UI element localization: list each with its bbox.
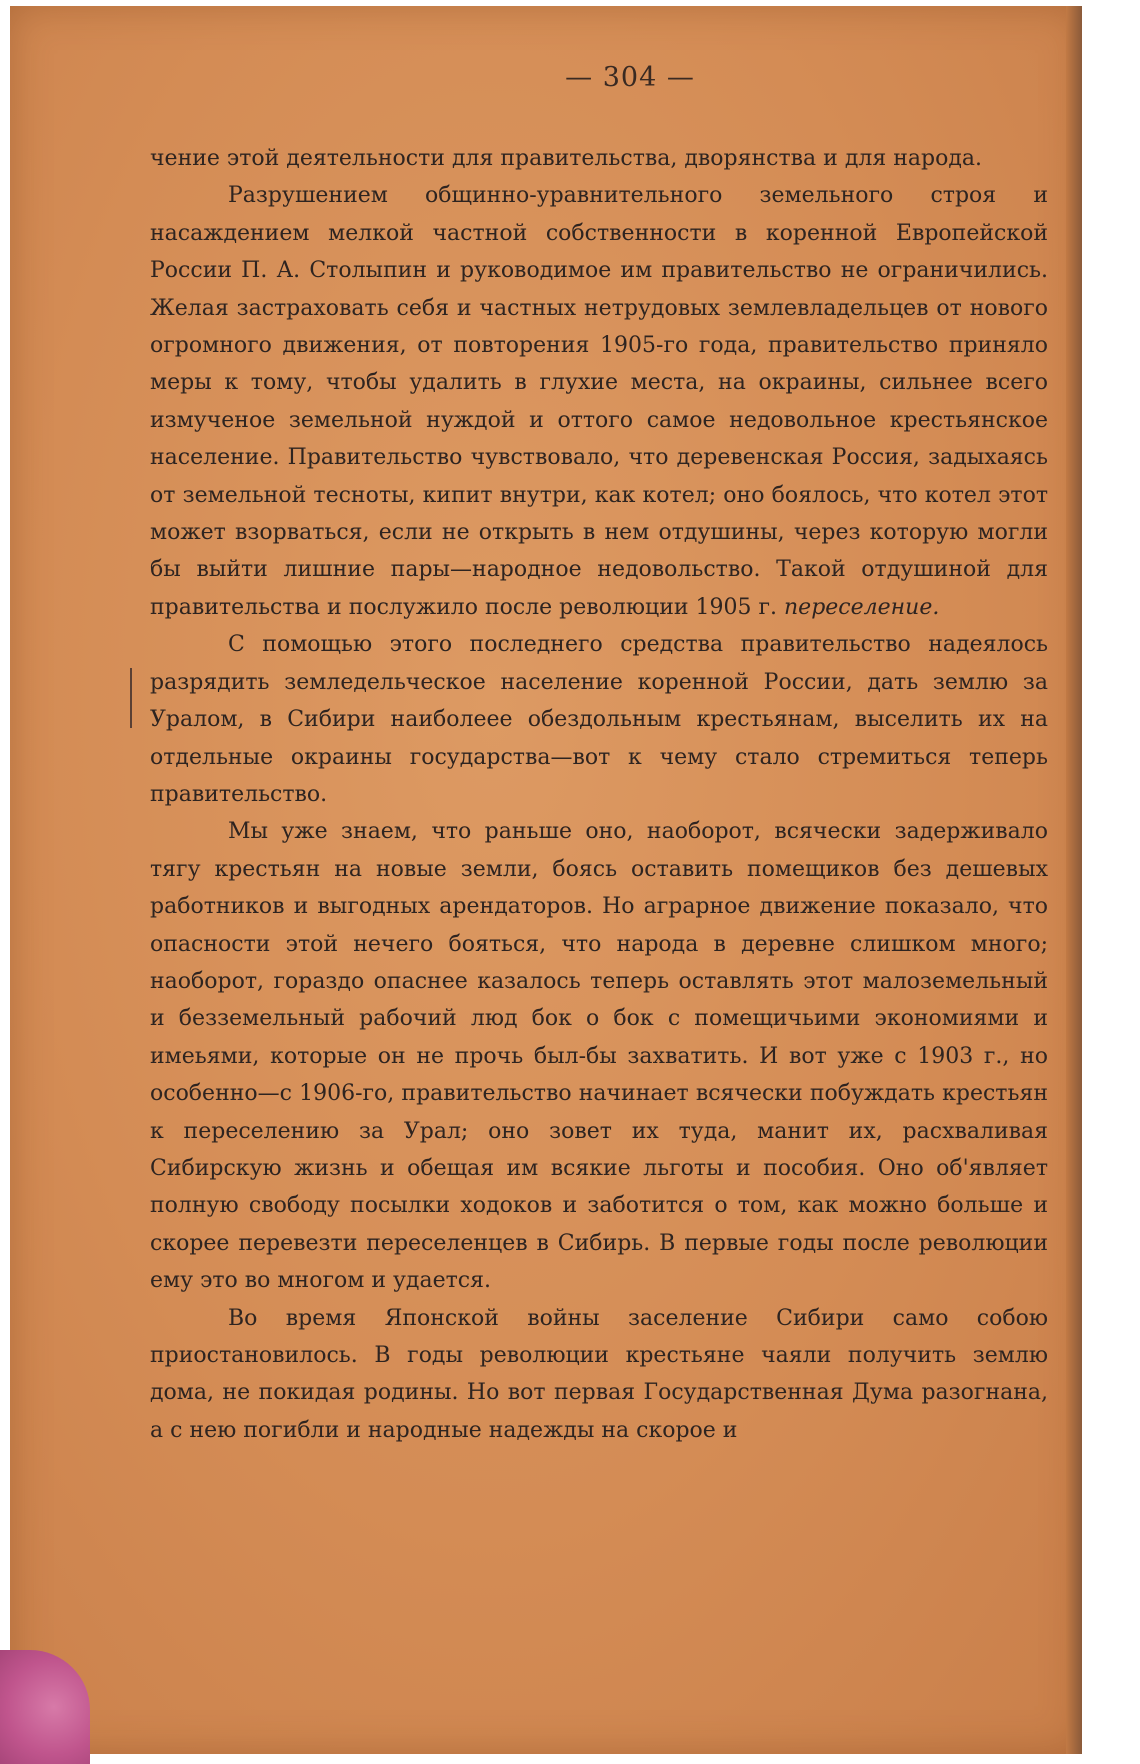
paragraph-continuation bbox=[150, 140, 1048, 177]
paragraph-text: С помощью этого последнего средства правительство надеялось разрядить земледельческое население коренной России, дать землю за Уралом, в Сибири наиболеее обездольным крестьянам, выселить их на отдельные окраины государства—вот к чему стало стремиться теперь правительство. bbox=[150, 632, 1048, 807]
paragraph bbox=[150, 177, 1048, 626]
margin-pencil-mark bbox=[130, 668, 132, 728]
paragraph-text: чение этой деятельности для правительства, дворянства и для народа. bbox=[150, 146, 982, 171]
page-edge bbox=[1066, 6, 1082, 1754]
page-number: — 304 — bbox=[565, 62, 695, 93]
paragraph-text: Мы уже знаем, что раньше оно, наоборот, всячески задерживало тягу крестьян на новые земли, боясь оставить помещиков без дешевых работников и выгодных арендаторов. Но аграрное движение показало, что опасности этой нечего бояться, что народа в деревне слишком много; наоборот, гораздо опаснее казалось теперь оставлять этот малоземельный и безземельный рабочий люд бок о бок с помещичьими экономиями и имеьями, которые он не прочь был-бы захватить. И вот уже с 1903 г., но особенно—с 1906-го, правительство начинает всячески побуждать крестьян к переселению за Урал; оно зовет их туда, манит их, расхваливая Сибирскую жизнь и обещая им всякие льготы и пособия. Оно об'являет полную свободу посылки ходоков и заботится о том, как можно больше и скорее перевезти переселенцев в Сибирь. В первые годы после революции ему это во многом и удается. bbox=[150, 819, 1048, 1294]
paragraph-text: Разрушением общинно-уравнительного земельного строя и насаждением мелкой частной собственности в коренной Европейской России П. А. Столыпин и руководимое им правительство не ограничились. Желая застраховать себя и частных нетрудовых землевладельцев от нового огромного движения, от повторения 1905-го года, правительство приняло меры к тому, чтобы удалить в глухие места, на окраины, сильнее всего измученое земельной нуждой и оттого самое недовольное крестьянское население. Правительство чувствовало, что деревенская Россия, задыхаясь от земельной тесноты, кипит внутри, как котел; оно боялось, что котел этот может взорваться, если не открыть в нем отдушины, через которую могли бы выйти лишние пары—народное недовольство. Такой отдушиной для правительства и послужило после революции 1905 г. bbox=[150, 183, 1048, 620]
paragraph-text: Во время Японской войны заселение Сибири само собою приостановилось. В годы революции крестьяне чаяли получить землю дома, не покидая родины. Но вот первая Государственная Дума разогнана, а с нею погибли и народные надежды на скорое и bbox=[150, 1305, 1048, 1443]
emphasized-word: переселение. bbox=[784, 594, 940, 620]
body-text bbox=[150, 140, 1048, 1449]
paragraph bbox=[150, 626, 1048, 813]
paragraph bbox=[150, 1300, 1048, 1450]
paragraph bbox=[150, 813, 1048, 1299]
